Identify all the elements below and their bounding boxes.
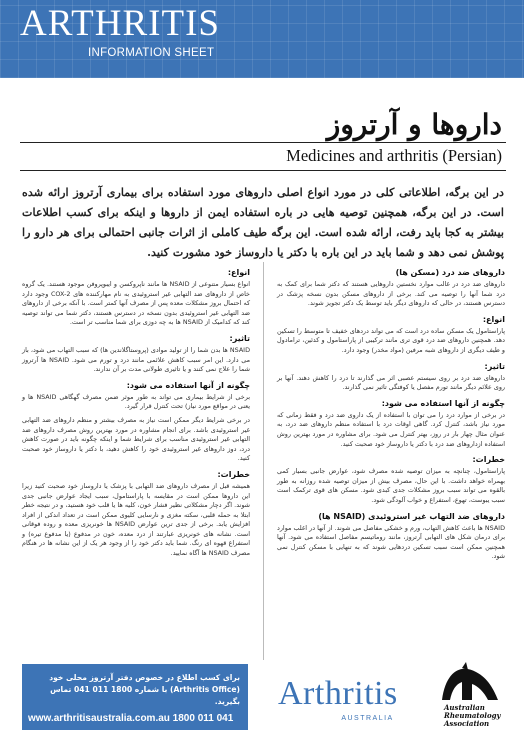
- arthritis-australia-logo: [278, 675, 398, 722]
- paragraph: همیشه قبل از مصرف داروهای ضد التهابی با پزشک یا داروساز خود صحبت کنید زیرا این داروها ممکن است در مقایسه با پاراستامول، سبب ایجاد عوارض جانبی جدی شوند. اگر دچار مشکلاتی نظیر فشار خون، کلیه ها یا قلب خود هستید، و در نتیجه خطر ابتلا به حمله قلبی، سکته مغزی و نارسایی کلیوی ممکن است در تعداد اندکی از افراد افزایش یابد. برخی از جدی ترین عوارض NSAID ها خونریزی معده و روده فوقانی است. نشانه های خونریزی عبارتند از درد معده، خون در مدفوع (یا مدفوع تیره) و استفراغ قهوه ای رنگ. شما باید دکتر خود را از وجود هر یک از این نشانه ها در هنگام مصرف NSAID ها آگاه نمایید.: [22, 481, 250, 558]
- paragraph: داروهای ضد درد در غالب موارد نخستین داروهایی هستند که دکتر شما برای کمک به درد شما آنها را توصیه می کند. برخی از داروهای مسکن بدون نسخه پزشک در دسترس هستند، در حالی که داروهای دیگر باید توسط یک دکتر تجویز شوند.: [277, 280, 505, 308]
- brand-subtitle: INFORMATION SHEET: [88, 47, 215, 59]
- paragraph: در برخی از موارد درد را می توان با استفاده از یک داروی ضد درد و فقط زمانی که مورد نیاز باشد، کنترل کرد. گاهی اوقات درد با استفاده منظم داروهای ضد درد، به عنوان مثال چهار بار در روز، بهتر کنترل می شود. برای مشاوره در مورد بهترین روش استفاده ازداروهای ضد درد با دکتر یا داروساز خود صحبت کنید.: [277, 410, 505, 448]
- heading-risks: خطرات:: [472, 455, 505, 465]
- website-link[interactable]: www.arthritisaustralia.com.au 1800 011 041: [28, 713, 234, 724]
- paragraph: انواع بسیار متنوعی از NSAID ها مانند ناپروکسن و ایبوپروفن موجود هستند. یک گروه خاص از داروهای ضد التهابی غیر استروئیدی به نام مهارکننده های COX-2 وجود دارد که احتمال بروز مشکلات معده پس از مصرف آنها کمتر است. با آنکه برخی از داروهای ضد التهابی غیر استروئیدی بدون نسخه در دسترس هستند، دکتر شما می تواند توصیه کند که کدامیک از NSAID ها به چه دوزی برای شما مناسب تر است.: [22, 280, 250, 327]
- subtitle-divider: [20, 170, 506, 171]
- heading-risks: خطرات:: [217, 469, 250, 479]
- heading-how-used: چگونه از آنها استفاده می شود:: [381, 398, 505, 408]
- heading-how-used: چگونه از آنها استفاده می شود:: [126, 380, 250, 390]
- page-title-persian: داروها و آرتروز: [326, 108, 502, 141]
- left-column: [22, 262, 250, 563]
- contact-text: برای کسب اطلاع در خصوص دفتر آرتروز محلی خود (Arthritis Office) با شماره 1800 011 041 تماس بگیرید.: [49, 673, 240, 706]
- ara-text: Australian Rheumatology Association: [444, 703, 501, 728]
- title-divider: [20, 142, 506, 143]
- paragraph: در برخی شرایط دیگر ممکن است نیاز به مصرف بیشتر و منظم داروهای ضد التهابی غیر استروئیدی باشد. برای انجام مشاوره در مورد بهترین روش مصرف داروهای ضد التهابی غیر استروئیدی مناسب برای شرایط شما و اینکه چگونه باید در صورت کاهش درد، دوز داروهای غیر استروئیدی خود را کاهش دهید، با دکتر یا داروساز خود صحبت کنید.: [22, 415, 250, 463]
- paragraph: برخی از شرایط بیماری می تواند به طور موثر ضمن مصرف گهگاهی NSAID ها و یعنی در مواقع مورد نیاز) تحت کنترل قرار گیرد.: [22, 392, 250, 411]
- column-divider: [263, 262, 264, 660]
- heading-types: انواع:: [482, 314, 505, 324]
- ara-logo: [432, 660, 508, 736]
- paragraph: پاراستامول یک مسکن ساده درد است که می تواند دردهای خفیف تا متوسط را تسکین دهد. همچنین داروهای ضد درد قوی تری مانند ترکیبی از پاراستامول و کدئین، ترامادول و طیف دیگری از داروهای شبه مرفین (مواد مخدر) وجود دارد.: [277, 326, 505, 354]
- heading-effect: تاثیر:: [484, 361, 505, 371]
- heading-types: انواع:: [227, 268, 250, 277]
- contact-box: [22, 664, 248, 730]
- paragraph: داروهای ضد درد بر روی سیستم عصبی اثر می گذارند تا درد را کاهش دهند. آنها بر روی علائم دیگر مانند تورم مفصل یا کوفتگی تاثیر نمی گذارند.: [277, 373, 505, 392]
- paragraph: NSAID ها باعث کاهش التهاب، ورم و خشکی مفاصل می شوند. از آنها در اغلب موارد برای درمان شکل های التهابی آرتروز، مانند روماتیسم مفاصل استفاده می شود. آنها همچنین ممکن است سبب تسکین دردهایی شوند که به تنهایی با مسکن کنترل نمی شود.: [277, 523, 505, 561]
- paragraph: NSAID ها بدن شما را از تولید موادی (پروستاگلاندین ها) که سبب التهاب می شود، باز می دارد. این امر سبب کاهش علائمی مانند درد و تورم می شود. NSAID ها آرتروز شما را علاج نمی کنند و یا تاثیری طولانی مدت بر آن ندارند.: [22, 345, 250, 374]
- right-column: [277, 262, 505, 566]
- heading-painkillers: داروهای ضد درد (مسکن ها): [395, 268, 505, 277]
- page-title-english: Medicines and arthritis (Persian): [286, 146, 502, 165]
- intro-paragraph: در این برگه، اطلاعاتی کلی در مورد انواع اصلی داروهای مورد استفاده برای بیماری آرتروز ارائه شده است. در این برگه، همچنین توصیه هایی در باره استفاده ایمن از داروها و اینکه برای کسب اطلاعات بیشتر به کجا باید رفت، ارائه شده است. این برگه طیف کاملی از اثرات جانبی احتمالی برای هر دارو را پوشش نمی دهد و شما باید در این باره با دکتر یا داروساز خود مشورت کنید.: [22, 185, 504, 259]
- heading-effect: تاثیر:: [229, 333, 250, 343]
- brand-title: ARTHRITIS: [20, 3, 220, 44]
- heading-nsaids: داروهای ضد التهاب غیر استروئیدی (NSAID ها): [318, 511, 505, 521]
- logo-subtext: AUSTRALIA: [341, 715, 394, 722]
- paragraph: پاراستامول، چنانچه به میزان توصیه شده مصرف شود، عوارض جانبی بسیار کمی بهمراه خواهد داشت. با این حال، مصرف بیش از میزان توصیه شده روزانه به طور بالقوه می تواند سبب بروز مشکلات جدی کبدی شود. مسکن های قوی ترکمک است سبب یبوست، تهوع، استفراغ و خواب آلودگی شود.: [277, 467, 505, 504]
- header-banner: [0, 0, 524, 78]
- ara-emblem-icon: [432, 660, 508, 706]
- logo-wordmark: Arthritis: [278, 675, 398, 712]
